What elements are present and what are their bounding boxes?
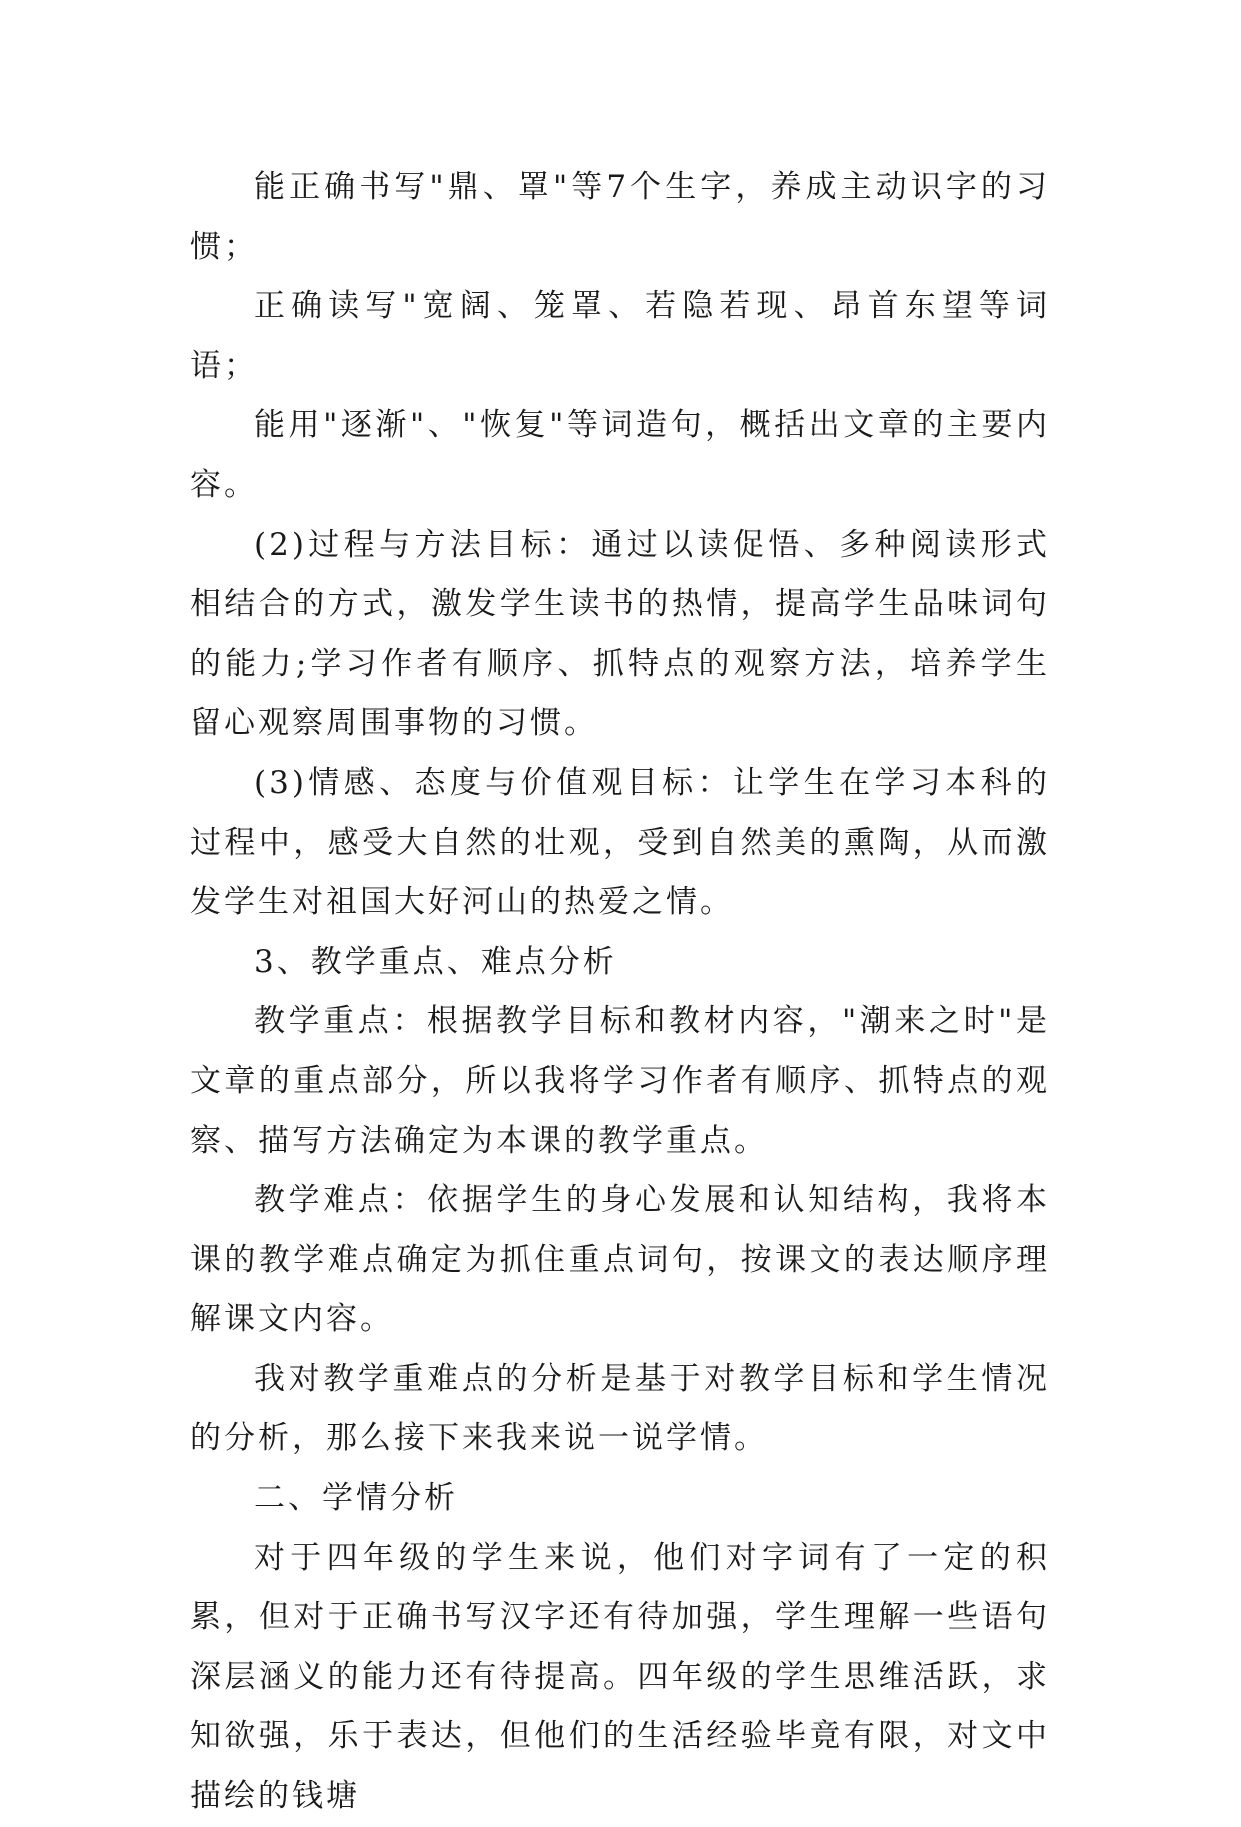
section-heading-key-difficult-points: 3、教学重点、难点分析 [254, 943, 617, 980]
paragraph-teaching-difficulty: 教学难点：依据学生的身心发展和认知结构，我将本课的教学难点确定为抓住重点词句，按课文的表达顺序理解课文内容。 [190, 1182, 1050, 1338]
paragraph-transition: 我对教学重难点的分析是基于对教学目标和学生情况的分析，那么接下来我来说一说学情。 [190, 1360, 1050, 1457]
document-body [190, 158, 1050, 1827]
section-heading-student-analysis: 二、学情分析 [254, 1480, 458, 1517]
paragraph-process-method-goal: (2)过程与方法目标：通过以读促悟、多种阅读形式相结合的方式，激发学生读书的热情，提高学生品味词句的能力;学习作者有顺序、抓特点的观察方法，培养学生留心观察周围事物的习惯。 [190, 526, 1050, 742]
paragraph-writing-goal: 能正确书写"鼎、罩"等7个生字，养成主动识字的习惯； [190, 169, 1050, 265]
paragraph-word-usage-goal: 能用"逐渐"、"恢复"等词造句，概括出文章的主要内容。 [190, 407, 1050, 503]
paragraph-student-analysis: 对于四年级的学生来说，他们对字词有了一定的积累，但对于正确书写汉字还有待加强，学生理解一些语句深层涵义的能力还有待提高。四年级的学生思维活跃，求知欲强，乐于表达，但他们的生活经验毕竟有限，对文中描绘的钱塘 [190, 1539, 1050, 1815]
paragraph-reading-goal: 正确读写"宽阔、笼罩、若隐若现、昂首东望等词语； [190, 288, 1050, 384]
paragraph-emotion-value-goal: (3)情感、态度与价值观目标：让学生在学习本科的过程中，感受大自然的壮观，受到自然美的熏陶，从而激发学生对祖国大好河山的热爱之情。 [190, 764, 1050, 921]
paragraph-teaching-focus: 教学重点：根据教学目标和教材内容，"潮来之时"是文章的重点部分，所以我将学习作者有顺序、抓特点的观察、描写方法确定为本课的教学重点。 [190, 1003, 1050, 1159]
